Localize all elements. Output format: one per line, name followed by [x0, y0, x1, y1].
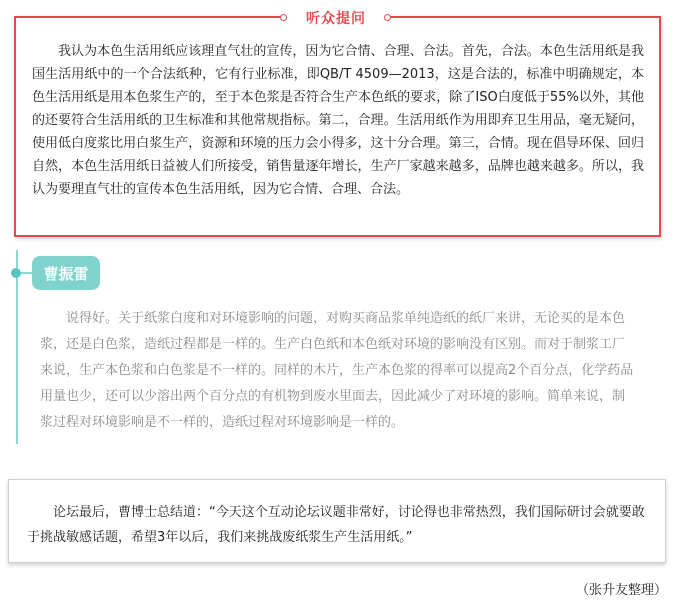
speech-line: 用量也少，还可以少溶出两个百分点的有机物到废水里面去，因此减少了对环境的影响。简单来说，制 [40, 389, 626, 404]
question-title-banner [282, 9, 390, 27]
speaker-response [40, 306, 673, 436]
question-body: 我认为本色生活用纸应该理直气壮的宣传，因为它合情、合理、合法。首先，合法。本色生活用纸是我国生活用纸中的一个合法纸种，它有行业标准，即QB/T 4509—2013，这是合法的，标准中明确规定，本色生活用纸是用本色浆生产的，至于本色浆是否符合生产本色纸的要求，除了ISO白度低于55%以外，其他的还要符合生活用纸的卫生标准和其他常规指标。第二，合理。生活用纸作为用即弃卫生用品，毫无疑问，使用低白度浆比用白浆生产，资源和环境的压力会小得多，这十分合理。第三，合情。现在倡导环保、回归自然，本色生活用纸日益被人们所接受，销售量逐年增长，生产厂家越来越多，品牌也越来越多。所以，我认为要理直气壮的宣传本色生活用纸，因为它合情、合理、合法。 [32, 44, 644, 197]
speaker-timeline-line [16, 250, 18, 444]
speech-line: 来说，生产本色浆和白色浆是不一样的。同样的木片，生产本色浆的得率可以提高2个百分点，化学药品 [40, 363, 634, 378]
title-right-ring-icon [384, 14, 391, 21]
question-title: 听众提问 [306, 11, 366, 27]
speaker-name-tag: 曹振雷 [32, 256, 100, 290]
compiler-credit: （张升友整理） [575, 583, 667, 598]
speech-line: 浆过程对环境影响是不一样的，造纸过程对环境影响是一样的。 [40, 415, 405, 430]
speech-line: 说得好。关于纸浆白度和对环境影响的问题，对购买商品浆单纯造纸的纸厂来讲，无论买的是本色 [66, 311, 626, 326]
speech-line: 浆，还是白色浆，造纸过程都是一样的。生产白色纸和本色纸对环境的影响没有区别。而对于制浆工厂 [40, 337, 626, 352]
summary-body: 论坛最后，曹博士总结道：“今天这个互动论坛议题非常好，讨论得也非常热烈，我们国际研讨会就要敢于挑战敏感话题，希望3年以后，我们来挑战废纸浆生产生活用纸。” [27, 505, 645, 545]
title-left-ring-icon [280, 14, 287, 21]
speaker-timeline-dot-icon [11, 268, 21, 278]
summary-box [8, 479, 666, 563]
